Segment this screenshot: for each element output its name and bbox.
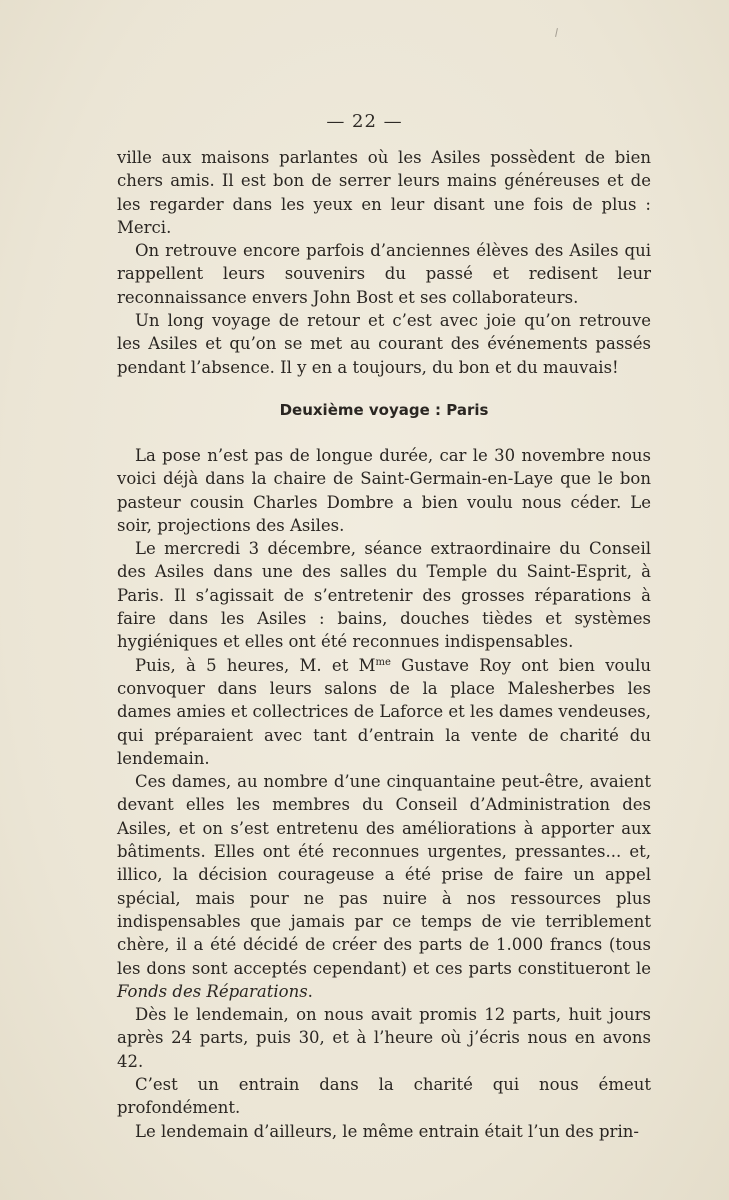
paragraph-entrain: C’est un entrain dans la charité qui nous émeut profondément. <box>117 1074 651 1118</box>
superscript-me: me <box>375 656 391 668</box>
page-number: — 22 — <box>326 111 403 132</box>
margin-mark <box>555 28 558 37</box>
paragraph-continuation: ville aux maisons parlantes où les Asiles possèdent de bien chers amis. Il est bon de serrer leurs mains généreuses et de les regarder dans les yeux en leur disant une fois de plus : Merci. <box>117 148 651 237</box>
section-heading: Deuxième voyage : Paris <box>279 400 489 419</box>
paragraph-roy <box>117 654 651 770</box>
paragraph-roy-end: Gustave Roy ont bien voulu convoquer dans leurs salons de la place Malesherbes les dames amies et collectrices de Laforce et les dames vendeuses, qui préparaient avec tant d’entrain la vente de charité du lendemain. <box>117 655 651 768</box>
fonds-reparations-italic: Fonds des Réparations <box>117 981 308 1001</box>
paragraph-lendemain: Le lendemain d’ailleurs, le même entrain était l’un des prin- <box>135 1121 639 1141</box>
paragraph-dames-start: Ces dames, au nombre d’une cinquantaine peut-être, avaient devant elles les membres du Conseil d’Administration des Asiles, et on s’est entretenu des améliorations à apporter aux bâtiments. Elles ont été reconnues urgentes, pressantes... et, illico, la décision courageuse a été prise de faire un appel spécial, mais pour ne pas nuire à nos ressources plus indispensables que jamais par ce temps de vie terriblement chère, il a été décidé de créer des parts de 1.000 francs (tous les dons sont acceptés cependant) et ces parts constitueront le <box>117 772 651 978</box>
paragraph-saint-germain: La pose n’est pas de longue durée, car le 30 novembre nous voici déjà dans la chaire de Saint-Germain-en-Laye que le bon pasteur cousin Charles Dombre a bien voulu nous céder. Le soir, projections des Asiles. <box>117 445 651 535</box>
paragraph-voyage-retour: Un long voyage de retour et c’est avec joie qu’on retrouve les Asiles et qu’on se met au courant des événements passés pendant l’absence. Il y en a toujours, du bon et du mauvais! <box>117 311 651 377</box>
paragraph-anciennes-eleves: On retrouve encore parfois d’anciennes élèves des Asiles qui rappellent leurs souvenirs du passé et redisent leur reconnaissance envers John Bost et ses collaborateurs. <box>117 241 651 307</box>
paragraph-parts: Dès le lendemain, on nous avait promis 12 parts, huit jours après 24 parts, puis 30, et à l’heure où j’écris nous en avons 42. <box>117 1005 651 1071</box>
paragraph-roy-start: Puis, à 5 heures, M. et M <box>135 655 376 675</box>
body-text <box>117 146 651 1143</box>
paragraph-conseil: Le mercredi 3 décembre, séance extraordinaire du Conseil des Asiles dans une des salles du Temple du Saint-Esprit, à Paris. Il s’agissait de s’entretenir des grosses réparations à faire dans les Asiles : bains, douches tièdes et systèmes hygiéniques et elles ont été reconnues indispensables. <box>117 539 651 652</box>
paragraph-dames <box>117 770 651 1003</box>
paragraph-dames-end: . <box>307 981 313 1001</box>
